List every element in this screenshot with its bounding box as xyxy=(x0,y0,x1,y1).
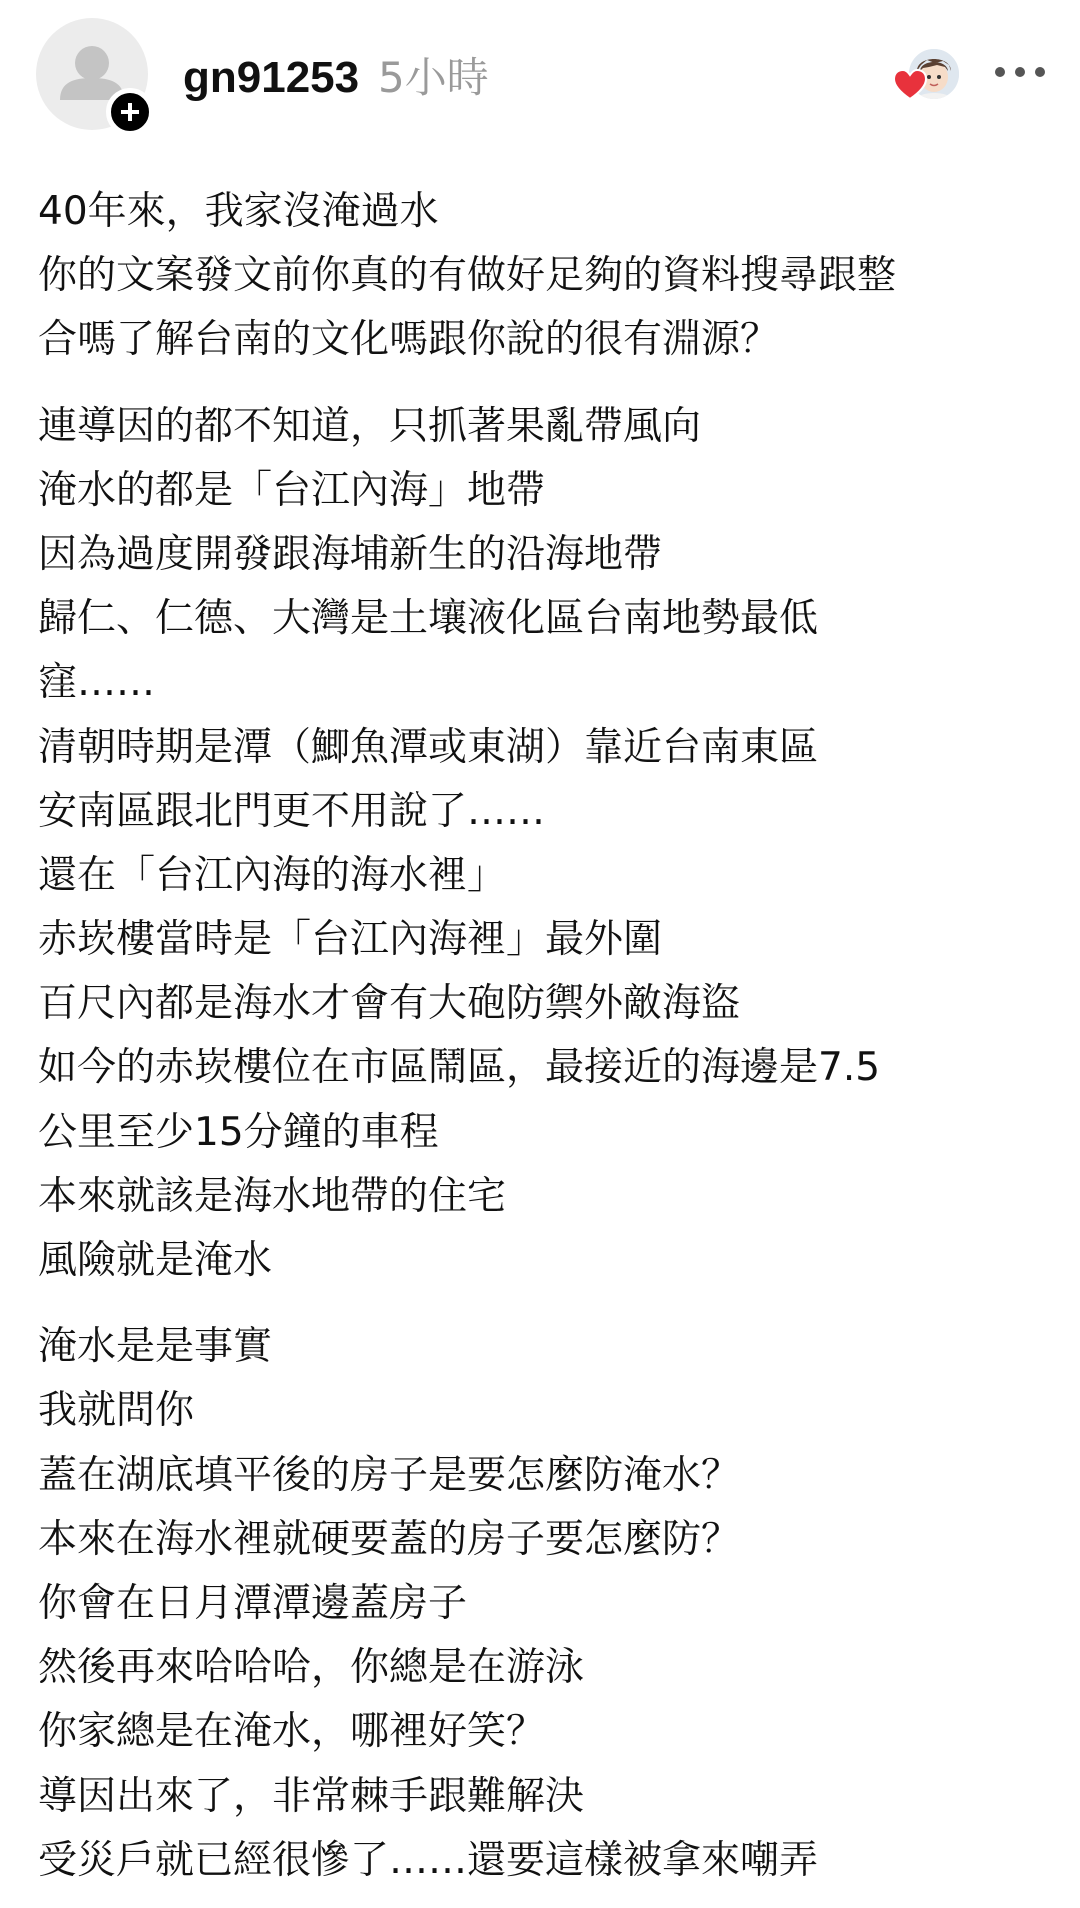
post-text-line: 40年來，我家沒淹過水 xyxy=(38,189,439,234)
post-text-line: 導因出來了，非常棘手跟難解決 xyxy=(38,1773,585,1819)
post-text-line: 清朝時期是潭（鯽魚潭或東湖）靠近台南東區 xyxy=(38,724,819,770)
author-username[interactable]: gn91253 xyxy=(183,53,360,102)
post-text-line: 受災戶就已經很慘了……還要這樣被拿來嘲弄 xyxy=(38,1837,819,1883)
post-text-line: 本來就該是海水地帶的住宅 xyxy=(38,1173,507,1219)
post-paragraph xyxy=(38,395,1048,1294)
post-text-line: 如今的赤崁樓位在市區鬧區，最接近的海邊是7.5 xyxy=(38,1045,881,1091)
post-text-line: 窪…… xyxy=(38,660,156,706)
post-text-line: 蓋在湖底填平後的房子是要怎麼防淹水？ xyxy=(38,1452,741,1498)
post-body xyxy=(38,180,1048,1893)
follow-button[interactable] xyxy=(106,88,154,136)
post-text-line: 百尺內都是海水才會有大砲防禦外敵海盜 xyxy=(38,981,741,1027)
post-text-line: 本來在海水裡就硬要蓋的房子要怎麼防？ xyxy=(38,1516,741,1562)
post-text-line: 歸仁、仁德、大灣是土壤液化區台南地勢最低 xyxy=(38,596,819,642)
reaction-indicator[interactable] xyxy=(893,45,959,105)
post-text-line: 因為過度開發跟海埔新生的沿海地帶 xyxy=(38,531,663,577)
post-paragraph xyxy=(38,1315,1048,1893)
post-text-line: 你的文案發文前你真的有做好足夠的資料搜尋跟整 xyxy=(38,253,897,299)
post-text-line: 赤崁樓當時是「台江內海裡」最外圍 xyxy=(38,917,663,963)
post-text-line: 合嗎了解台南的文化嗎跟你說的很有淵源？ xyxy=(38,317,780,363)
more-dots-icon xyxy=(990,52,1050,92)
post-text-line: 你會在日月潭潭邊蓋房子 xyxy=(38,1580,468,1626)
post-text-line: 連導因的都不知道，只抓著果亂帶風向 xyxy=(38,403,702,449)
more-options-button[interactable] xyxy=(990,52,1050,92)
post-text-line: 風險就是淹水 xyxy=(38,1238,273,1283)
heart-icon xyxy=(893,69,927,101)
plus-icon xyxy=(118,100,142,124)
post-text-line: 安南區跟北門更不用說了…… xyxy=(38,788,546,834)
post-text-line: 我就問你 xyxy=(38,1388,195,1434)
post-paragraph xyxy=(38,180,1048,373)
post-text-line: 你家總是在淹水，哪裡好笑？ xyxy=(38,1709,546,1755)
post-timestamp: 5小時 xyxy=(378,53,489,102)
post-text-line: 淹水是是事實 xyxy=(38,1324,273,1370)
post-text-line: 還在「台江內海的海水裡」 xyxy=(38,852,507,898)
post-text-line: 然後再來哈哈哈，你總是在游泳 xyxy=(38,1645,585,1691)
post-text-line: 淹水的都是「台江內海」地帶 xyxy=(38,467,546,513)
post-text-line: 公里至少15分鐘的車程 xyxy=(38,1109,439,1155)
post-header xyxy=(0,0,1080,150)
